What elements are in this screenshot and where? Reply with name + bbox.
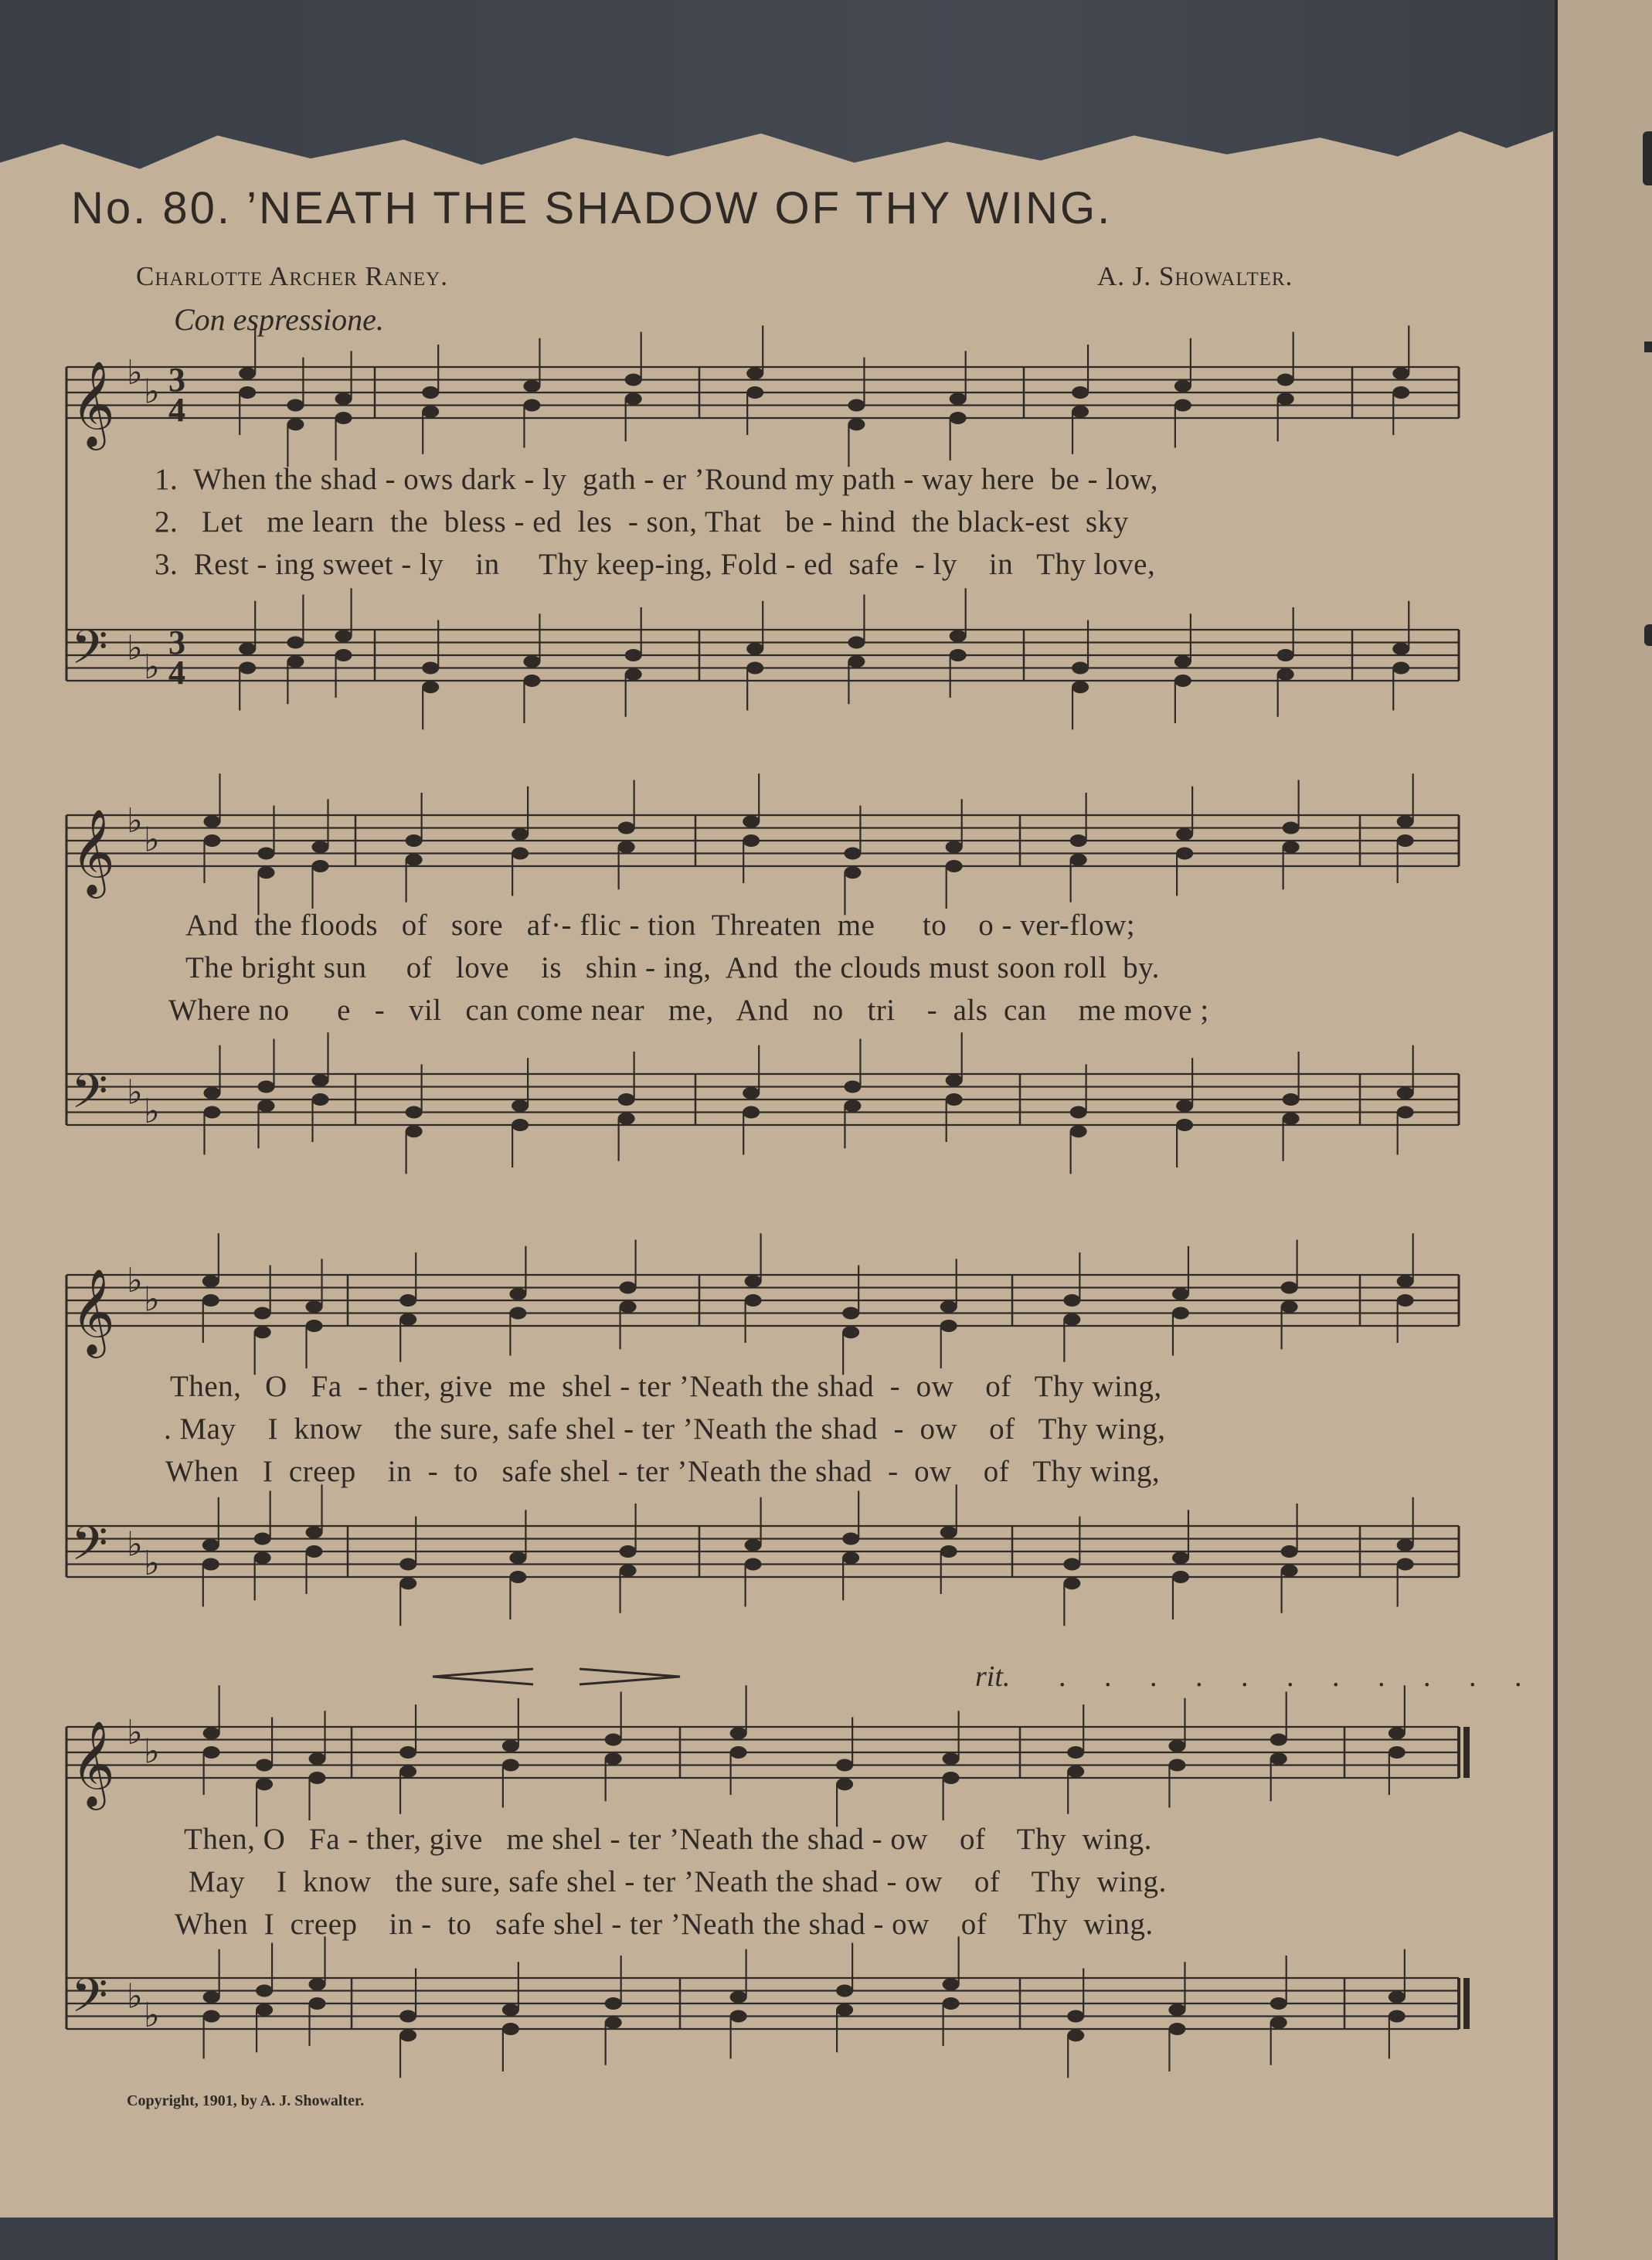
note-head <box>730 1746 747 1759</box>
note-head <box>202 1275 219 1287</box>
note-head <box>254 1307 271 1320</box>
note-head <box>1397 815 1414 828</box>
note-head <box>1392 367 1409 379</box>
note-head <box>502 2003 519 2016</box>
lyric-line: Then, O Fa - ther, give me shel - ter ’Neath the shad - ow of Thy wing, <box>170 1370 1162 1403</box>
flat-icon: ♭ <box>127 353 143 392</box>
note-head <box>306 1320 323 1332</box>
note-head <box>743 1087 760 1099</box>
note-head <box>1389 1991 1406 2003</box>
note-head <box>204 834 221 847</box>
note-head <box>625 649 642 661</box>
note-head <box>1397 1539 1414 1551</box>
note-head <box>745 1539 762 1551</box>
bottom-background <box>0 2218 1553 2260</box>
note-head <box>258 866 275 879</box>
note-head <box>842 1326 859 1338</box>
note-head <box>1172 1551 1189 1564</box>
note-head <box>1281 1545 1298 1558</box>
note-head <box>1063 1558 1080 1571</box>
note-head <box>512 1099 529 1112</box>
composer-credit: A. J. Showalter. <box>1097 261 1293 291</box>
note-head <box>1176 1119 1193 1131</box>
lyric-line: Where no e - vil can come near me, And no tri - als can me move ; <box>168 994 1209 1027</box>
time-signature-denominator: 4 <box>168 654 185 692</box>
note-head <box>618 841 635 853</box>
ritardando-marking: rit. <box>975 1660 1011 1693</box>
note-head <box>399 1746 416 1759</box>
note-head <box>335 412 352 424</box>
note-head <box>1397 1558 1414 1571</box>
note-head <box>1174 675 1191 687</box>
crescendo-hairpin <box>433 1669 533 1684</box>
flat-icon: ♭ <box>127 1977 143 2016</box>
note-head <box>618 1093 635 1106</box>
flat-icon: ♭ <box>144 1545 160 1583</box>
note-head <box>399 1766 416 1778</box>
note-head <box>239 643 256 655</box>
lyricist-credit: Charlotte Archer Raney. <box>136 261 448 291</box>
note-head <box>1277 668 1294 681</box>
note-head <box>512 828 529 841</box>
note-head <box>1281 1282 1298 1294</box>
lyric-line: . May I know the sure, safe shel - ter ’Neath the shad - ow of Thy wing, <box>164 1412 1166 1446</box>
note-head <box>335 630 352 642</box>
lyric-line: 2. Let me learn the bless - ed les - son, That be - hind the black-est sky <box>155 505 1129 539</box>
note-head <box>836 1985 853 1997</box>
note-head <box>836 1778 853 1790</box>
note-head <box>1070 1125 1087 1137</box>
note-head <box>1168 1740 1185 1752</box>
note-head <box>1070 854 1087 866</box>
note-head <box>1270 1752 1287 1765</box>
note-head <box>946 1093 963 1106</box>
note-head <box>730 1727 747 1739</box>
flat-icon: ♭ <box>144 648 160 687</box>
note-head <box>399 2010 416 2023</box>
note-head <box>239 662 256 675</box>
note-head <box>625 668 642 681</box>
note-head <box>1283 822 1300 834</box>
note-head <box>287 637 304 649</box>
note-head <box>256 1778 273 1790</box>
note-head <box>1176 1099 1193 1112</box>
note-head <box>946 860 963 872</box>
note-head <box>254 1551 271 1564</box>
note-head <box>745 1294 762 1307</box>
note-head <box>730 2010 747 2023</box>
note-head <box>1389 1746 1406 1759</box>
note-head <box>502 1740 519 1752</box>
note-head <box>1072 406 1089 418</box>
note-head <box>202 1558 219 1571</box>
note-head <box>746 662 763 675</box>
treble-clef-icon: 𝄞 <box>71 1268 115 1354</box>
note-head <box>1072 681 1089 693</box>
note-head <box>943 1772 960 1784</box>
note-head <box>620 1545 637 1558</box>
adjacent-page-glyph <box>1644 342 1652 352</box>
lyric-line: Then, O Fa - ther, give me shel - ter ’Neath the shad - ow of Thy wing. <box>184 1823 1152 1856</box>
note-head <box>1070 834 1087 847</box>
note-head <box>204 815 221 828</box>
note-head <box>1270 1997 1287 2010</box>
note-head <box>620 1300 637 1313</box>
note-head <box>287 655 304 668</box>
note-head <box>1174 399 1191 412</box>
note-head <box>256 1985 273 1997</box>
note-head <box>422 681 439 693</box>
note-head <box>1067 2029 1084 2041</box>
note-head <box>335 393 352 405</box>
note-head <box>258 1081 275 1093</box>
note-head <box>844 848 861 860</box>
note-head <box>523 380 540 393</box>
adjacent-page-edge <box>1555 0 1652 2260</box>
note-head <box>202 1539 219 1551</box>
note-head <box>1277 374 1294 386</box>
note-head <box>842 1307 859 1320</box>
note-head <box>618 822 635 834</box>
note-head <box>844 866 861 879</box>
note-head <box>1063 1577 1080 1589</box>
note-head <box>1397 834 1414 847</box>
note-head <box>309 1978 326 1990</box>
flat-icon: ♭ <box>144 372 160 411</box>
note-head <box>1063 1294 1080 1307</box>
note-head <box>306 1526 323 1538</box>
note-head <box>406 834 423 847</box>
adjacent-page-glyph <box>1643 131 1652 185</box>
note-head <box>1172 1571 1189 1583</box>
note-head <box>1174 380 1191 393</box>
note-head <box>625 393 642 405</box>
note-head <box>1283 1113 1300 1125</box>
note-head <box>1397 1087 1414 1099</box>
tempo-marking: Con espressione. <box>174 302 384 337</box>
note-head <box>203 1727 220 1739</box>
note-head <box>943 1997 960 2010</box>
note-head <box>399 1558 416 1571</box>
adjacent-page-glyph <box>1644 624 1652 646</box>
note-head <box>743 815 760 828</box>
note-head <box>399 1577 416 1589</box>
note-head <box>1063 1314 1080 1326</box>
note-head <box>1392 662 1409 675</box>
note-head <box>746 643 763 655</box>
note-head <box>743 1106 760 1119</box>
lyric-line: May I know the sure, safe shel - ter ’Neath the shad - ow of Thy wing. <box>189 1865 1167 1898</box>
note-head <box>523 655 540 668</box>
note-head <box>1277 393 1294 405</box>
note-head <box>203 1746 220 1759</box>
flat-icon: ♭ <box>144 1280 160 1319</box>
flat-icon: ♭ <box>127 1713 143 1752</box>
time-signature-numerator: 3 <box>168 361 185 399</box>
note-head <box>422 662 439 675</box>
note-head <box>512 848 529 860</box>
note-head <box>399 2029 416 2041</box>
note-head <box>842 1551 859 1564</box>
note-head <box>1392 386 1409 399</box>
ritardando-dots: . . . . . . . . . . . <box>1059 1660 1538 1693</box>
note-head <box>1283 1093 1300 1106</box>
lyric-line: And the floods of sore af·- flic - tion Threaten me to o - ver-flow; <box>185 909 1136 942</box>
note-head <box>1067 1766 1084 1778</box>
note-head <box>946 841 963 853</box>
hymn-title: No. 80. ’NEATH THE SHADOW OF THY WING. <box>71 183 1113 233</box>
note-head <box>618 1113 635 1125</box>
note-head <box>1168 2003 1185 2016</box>
flat-icon: ♭ <box>144 821 160 859</box>
note-head <box>406 1125 423 1137</box>
note-head <box>940 1320 957 1332</box>
note-head <box>946 1074 963 1086</box>
lyric-line: 1. When the shad - ows dark - ly gath - er ’Round my path - way here be - low, <box>155 463 1158 496</box>
note-head <box>836 1759 853 1772</box>
note-head <box>940 1526 957 1538</box>
note-head <box>239 386 256 399</box>
note-head <box>1283 841 1300 853</box>
note-head <box>1168 1759 1185 1772</box>
note-head <box>620 1282 637 1294</box>
bass-clef-icon: 𝄢 <box>71 1064 108 1131</box>
note-head <box>204 1106 221 1119</box>
note-head <box>502 1759 519 1772</box>
note-head <box>422 386 439 399</box>
flat-icon: ♭ <box>127 801 143 840</box>
note-head <box>848 399 865 412</box>
note-head <box>399 1314 416 1326</box>
time-signature-denominator: 4 <box>168 391 185 429</box>
note-head <box>1281 1565 1298 1577</box>
note-head <box>287 399 304 412</box>
note-head <box>203 2010 220 2023</box>
note-head <box>258 1099 275 1112</box>
note-head <box>1174 655 1191 668</box>
note-head <box>306 1545 323 1558</box>
note-head <box>254 1326 271 1338</box>
treble-clef-icon: 𝄞 <box>71 808 115 895</box>
note-head <box>512 1119 529 1131</box>
note-head <box>406 1106 423 1119</box>
note-head <box>287 418 304 430</box>
flat-icon: ♭ <box>127 1525 143 1564</box>
note-head <box>943 1752 960 1765</box>
note-head <box>1397 1294 1414 1307</box>
note-head <box>509 1571 526 1583</box>
note-head <box>1168 2023 1185 2035</box>
note-head <box>1067 1746 1084 1759</box>
note-head <box>743 834 760 847</box>
note-head <box>950 649 967 661</box>
note-head <box>1072 386 1089 399</box>
flat-icon: ♭ <box>127 1073 143 1112</box>
note-head <box>204 1087 221 1099</box>
note-head <box>950 630 967 642</box>
note-head <box>509 1551 526 1564</box>
copyright-notice: Copyright, 1901, by A. J. Showalter. <box>127 2092 365 2109</box>
treble-clef-icon: 𝄞 <box>71 360 115 447</box>
note-head <box>836 2003 853 2016</box>
note-head <box>1389 2010 1406 2023</box>
bass-clef-icon: 𝄢 <box>71 1968 108 2035</box>
note-head <box>309 1752 326 1765</box>
note-head <box>1270 2017 1287 2029</box>
note-head <box>422 406 439 418</box>
note-head <box>1067 2010 1084 2023</box>
lyric-line: When I creep in - to safe shel - ter ’Neath the shad - ow of Thy wing, <box>165 1455 1161 1488</box>
note-head <box>256 2003 273 2016</box>
note-head <box>605 1734 622 1746</box>
note-head <box>1172 1288 1189 1300</box>
note-head <box>848 637 865 649</box>
note-head <box>312 860 329 872</box>
note-head <box>940 1300 957 1313</box>
note-head <box>312 1074 329 1086</box>
flat-icon: ♭ <box>144 1093 160 1131</box>
note-head <box>1277 649 1294 661</box>
note-head <box>406 854 423 866</box>
note-head <box>620 1565 637 1577</box>
lyric-line: The bright sun of love is shin - ing, And the clouds must soon roll by. <box>185 951 1160 984</box>
note-head <box>523 675 540 687</box>
note-head <box>745 1275 762 1287</box>
note-head <box>1392 643 1409 655</box>
note-head <box>202 1294 219 1307</box>
lyric-line: 3. Rest - ing sweet - ly in Thy keep-ing, Fold - ed safe - ly in Thy love, <box>155 548 1156 581</box>
note-head <box>844 1099 861 1112</box>
note-head <box>844 1081 861 1093</box>
note-head <box>502 2023 519 2035</box>
time-signature-numerator: 3 <box>168 624 185 661</box>
note-head <box>1072 662 1089 675</box>
note-head <box>239 367 256 379</box>
note-head <box>1389 1727 1406 1739</box>
note-head <box>309 1997 326 2010</box>
note-head <box>399 1294 416 1307</box>
note-head <box>745 1558 762 1571</box>
note-head <box>1281 1300 1298 1313</box>
flat-icon: ♭ <box>144 1997 160 2035</box>
note-head <box>509 1288 526 1300</box>
note-head <box>312 1093 329 1106</box>
note-head <box>730 1991 747 2003</box>
note-head <box>335 649 352 661</box>
note-head <box>256 1759 273 1772</box>
bass-clef-icon: 𝄢 <box>71 620 108 687</box>
note-head <box>950 412 967 424</box>
note-head <box>1070 1106 1087 1119</box>
note-head <box>605 1997 622 2010</box>
note-head <box>842 1533 859 1545</box>
note-head <box>523 399 540 412</box>
flat-icon: ♭ <box>127 1261 143 1300</box>
note-head <box>312 841 329 853</box>
note-head <box>848 418 865 430</box>
note-head <box>1172 1307 1189 1320</box>
note-head <box>625 374 642 386</box>
note-head <box>848 655 865 668</box>
note-head <box>258 848 275 860</box>
note-head <box>950 393 967 405</box>
note-head <box>509 1307 526 1320</box>
decrescendo-hairpin <box>580 1669 680 1684</box>
lyric-line: When I creep in - to safe shel - ter ’Neath the shad - ow of Thy wing. <box>175 1908 1154 1941</box>
bass-clef-icon: 𝄢 <box>71 1516 108 1583</box>
note-head <box>746 367 763 379</box>
note-head <box>1270 1734 1287 1746</box>
note-head <box>1397 1106 1414 1119</box>
note-head <box>746 386 763 399</box>
flat-icon: ♭ <box>144 1732 160 1771</box>
note-head <box>254 1533 271 1545</box>
treble-clef-icon: 𝄞 <box>71 1720 115 1806</box>
note-head <box>605 1752 622 1765</box>
note-head <box>1397 1275 1414 1287</box>
note-head <box>943 1978 960 1990</box>
note-head <box>309 1772 326 1784</box>
note-head <box>306 1300 323 1313</box>
note-head <box>605 2017 622 2029</box>
note-head <box>203 1991 220 2003</box>
note-head <box>1176 848 1193 860</box>
flat-icon: ♭ <box>127 629 143 668</box>
note-head <box>1176 828 1193 841</box>
note-head <box>940 1545 957 1558</box>
